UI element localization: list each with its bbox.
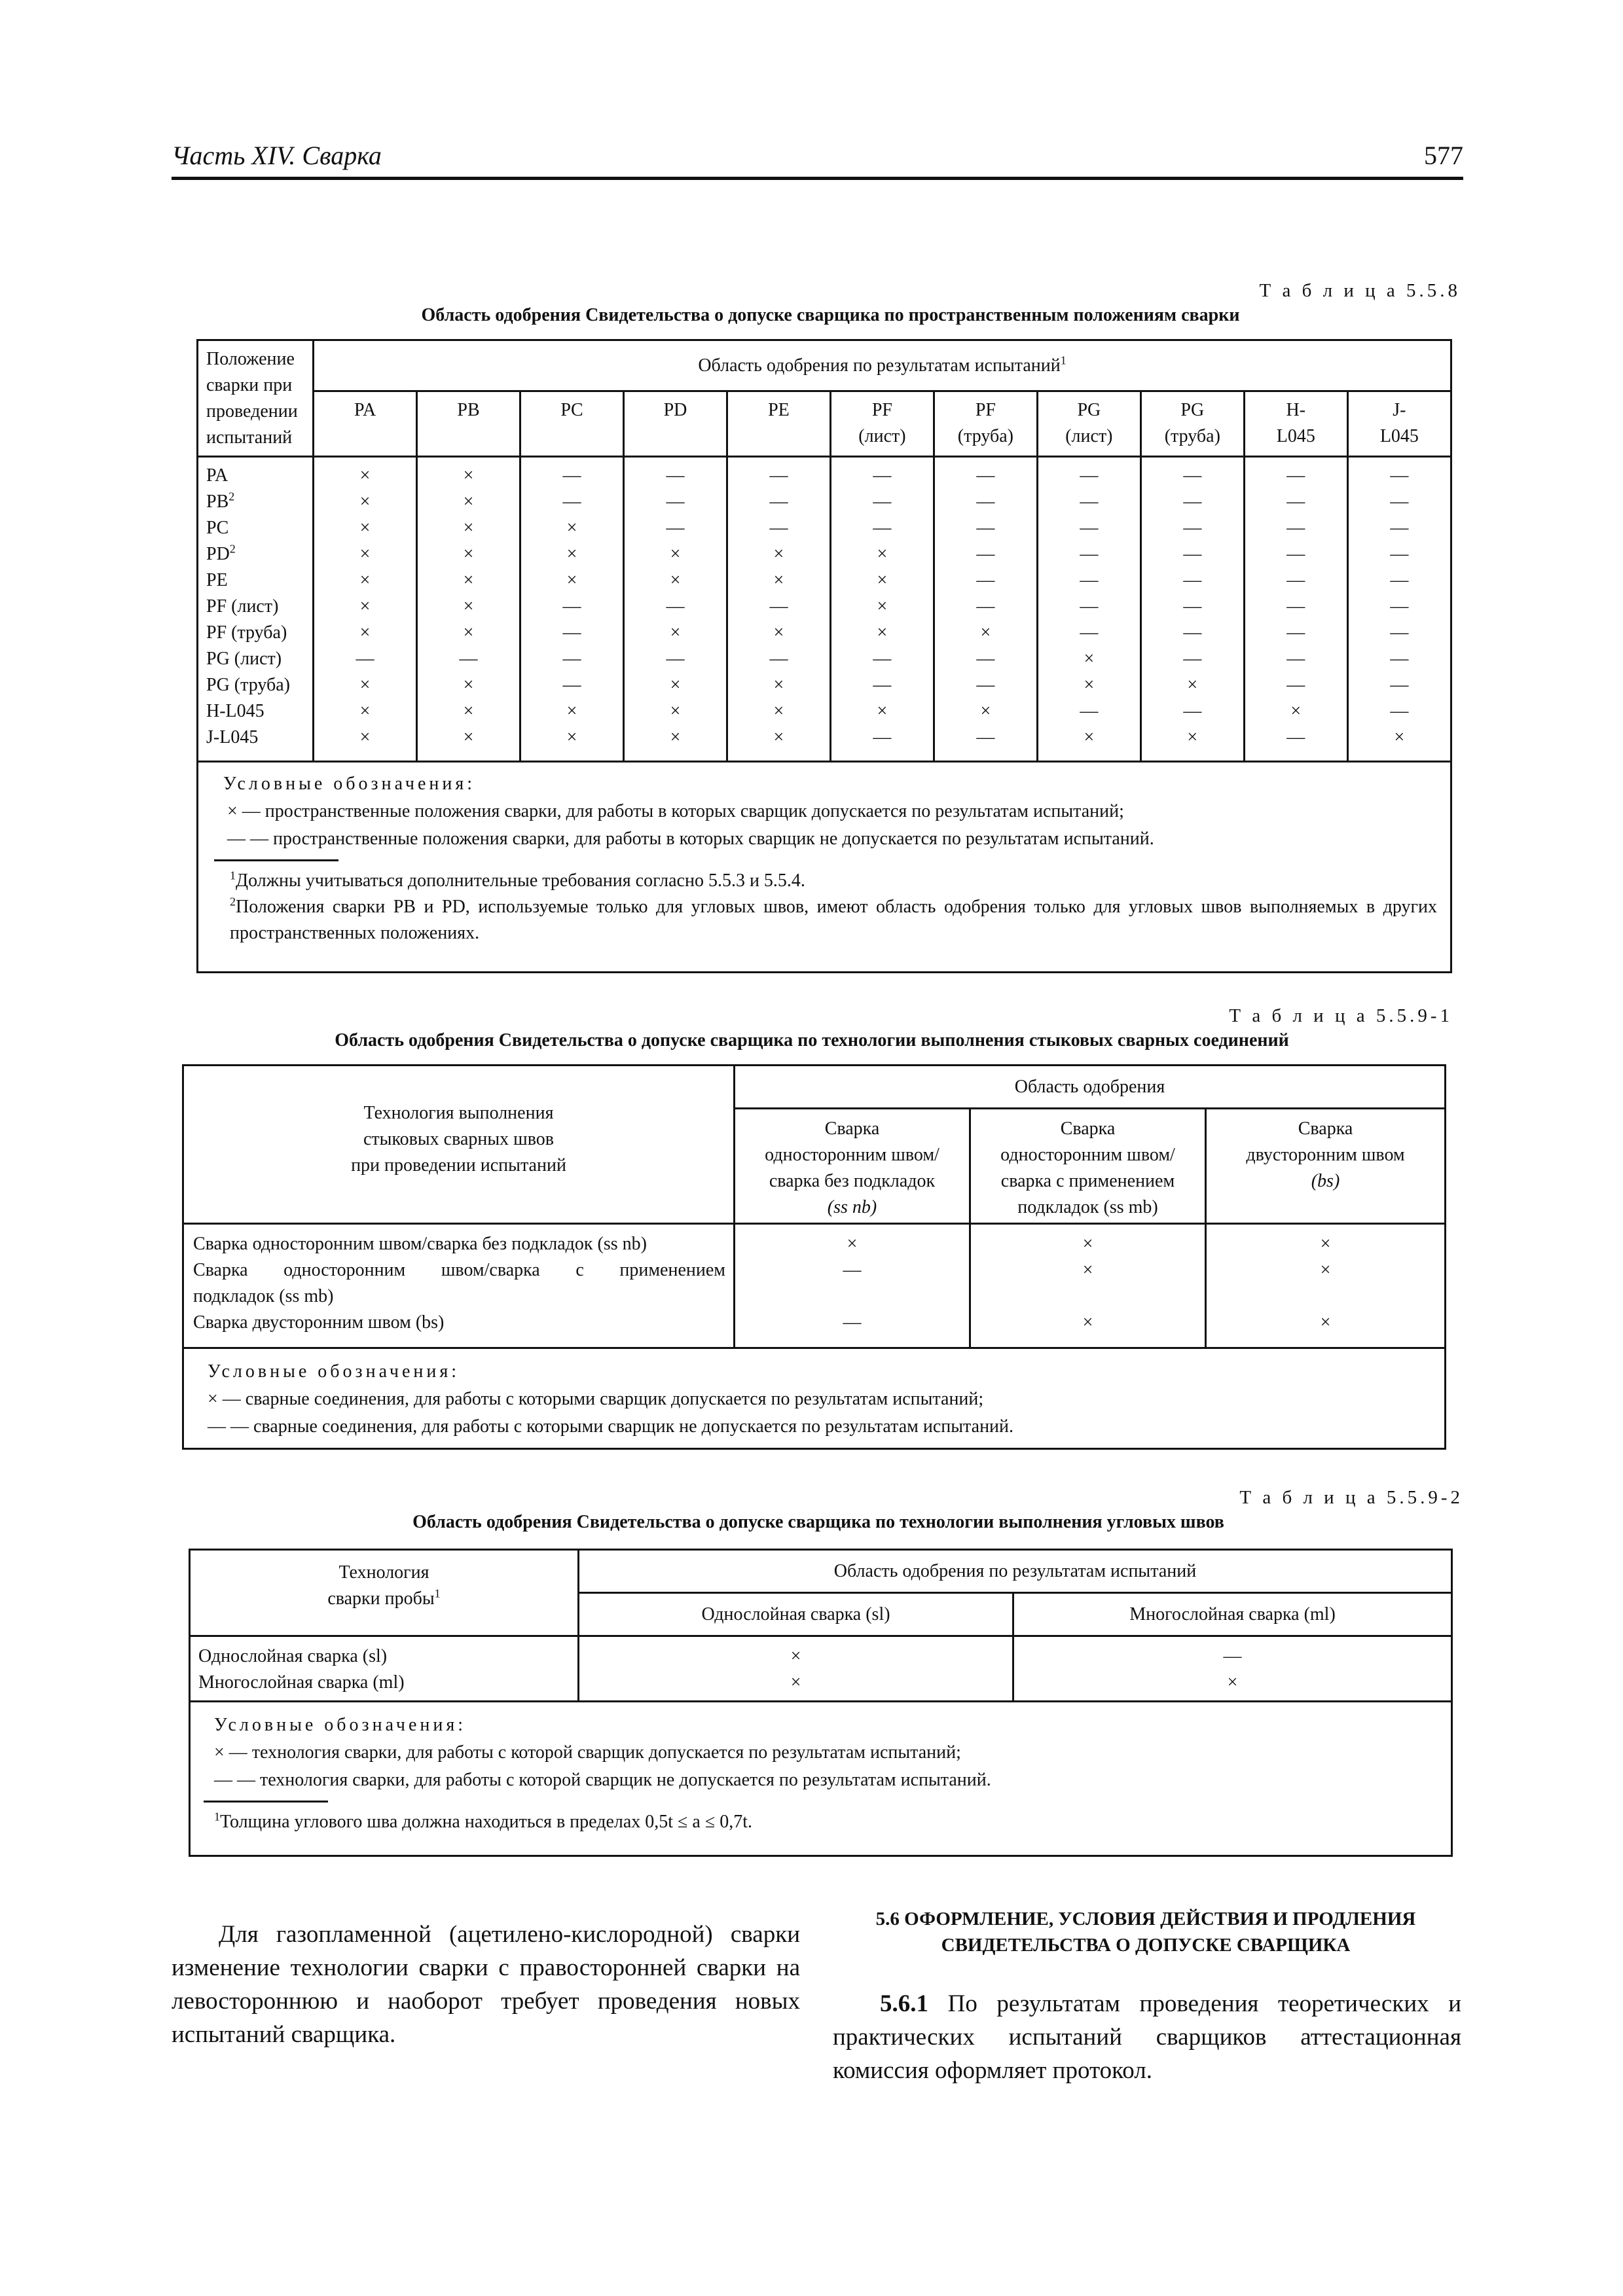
table1-cell: — bbox=[976, 465, 995, 486]
table1-cell: — bbox=[976, 675, 995, 695]
table2-row-label: Сварка двусторонним швом (bs) bbox=[193, 1312, 445, 1333]
table1-col-header-pa: PA bbox=[314, 391, 417, 457]
table1-cell: — bbox=[1183, 649, 1202, 669]
table3-row-labels bbox=[190, 1636, 579, 1702]
table1-cell: — bbox=[1286, 518, 1305, 538]
table1-cell: — bbox=[1080, 518, 1099, 538]
table2-legend-line: × — сварные соединения, для работы с которыми сварщик допускается по результатам испытаний; bbox=[208, 1389, 984, 1409]
table1-cell: — bbox=[1286, 465, 1305, 486]
table1-cell: × bbox=[670, 675, 681, 695]
table1-column-h-l045 bbox=[1244, 457, 1347, 762]
table1-legend-line: × — пространственные положения сварки, для работы в которых сварщик допускается по результатам испытаний; bbox=[227, 801, 1124, 821]
table1-cell: — bbox=[1183, 596, 1202, 617]
table1-row-label: PF (лист) bbox=[206, 596, 279, 617]
table1-footnote-2: $^2$Положения сварки PB и PD, используемые только для угловых швов, имеют область одобрения только для угловых швов выполняемых в других пространственных положениях. bbox=[230, 895, 1437, 943]
table1-cell: × bbox=[566, 570, 577, 590]
table1-cell: — bbox=[1390, 570, 1409, 590]
table1-cell: × bbox=[359, 465, 371, 486]
table3-span-header: Область одобрения по результатам испытаний bbox=[579, 1550, 1452, 1593]
table1-column-j-l045 bbox=[1347, 457, 1451, 762]
table1-row-label: H-L045 bbox=[206, 701, 264, 721]
table1-span-header: Область одобрения по результатам испытаний$^1$ bbox=[314, 340, 1451, 391]
footnote-separator bbox=[214, 859, 338, 861]
table1-cell: × bbox=[670, 544, 681, 564]
table1-row-labels bbox=[198, 457, 314, 762]
table2-row-labels bbox=[183, 1224, 735, 1348]
table3 bbox=[189, 1549, 1453, 1857]
table1-cell: × bbox=[1084, 727, 1095, 747]
table1-cell: × bbox=[670, 727, 681, 747]
table1-cell: — bbox=[1080, 596, 1099, 617]
table3-footnote: $^1$Толщина углового шва должна находиться в пределах 0,5t ≤ a ≤ 0,7t. bbox=[214, 1810, 752, 1832]
table1-col-header-pf-sheet: PF (лист) bbox=[830, 391, 934, 457]
table1-cell: — bbox=[562, 649, 581, 669]
table1-cell: × bbox=[670, 622, 681, 643]
table1-cell: — bbox=[1080, 544, 1099, 564]
table1-row-label: PG (лист) bbox=[206, 649, 282, 669]
table2-legend bbox=[183, 1348, 1446, 1449]
table1-column-pe bbox=[727, 457, 830, 762]
table1-cell: — bbox=[769, 492, 788, 512]
table2-col-header-ss-nb: Сварка односторонним швом/ сварка без подкладок (ss nb) bbox=[735, 1109, 970, 1224]
table1-title: Область одобрения Свидетельства о допуске сварщика по пространственным положениям сварки bbox=[421, 305, 1240, 325]
table1-cell: — bbox=[1390, 465, 1409, 486]
table1-cell: — bbox=[1286, 649, 1305, 669]
table1-cell: × bbox=[773, 675, 784, 695]
table1-cell: — bbox=[562, 596, 581, 617]
table2-legend-line: — — сварные соединения, для работы с которыми сварщик не допускается по результатам испытаний. bbox=[208, 1416, 1014, 1437]
table2 bbox=[182, 1064, 1446, 1450]
table1-cell: × bbox=[566, 518, 577, 538]
table1-cell: — bbox=[1080, 492, 1099, 512]
table1-cell: × bbox=[877, 544, 888, 564]
table1-cell: — bbox=[873, 649, 892, 669]
table2-span-header: Область одобрения bbox=[735, 1066, 1446, 1109]
table2-column-bs: × × × bbox=[1206, 1224, 1446, 1348]
table1-col-header-pd: PD bbox=[624, 391, 727, 457]
table1-cell: — bbox=[1390, 622, 1409, 643]
table3-legend-heading: Условные обозначения: bbox=[214, 1715, 467, 1735]
table1-cell: × bbox=[463, 544, 474, 564]
table1-cell: × bbox=[1084, 675, 1095, 695]
table1-cell: — bbox=[562, 675, 581, 695]
table1-column-pf-pipe bbox=[934, 457, 1037, 762]
table3-legend-line: × — технология сварки, для работы с которой сварщик допускается по результатам испытаний; bbox=[214, 1742, 961, 1763]
table1-cell: × bbox=[773, 544, 784, 564]
table1-cell: — bbox=[1080, 570, 1099, 590]
header-rule bbox=[172, 177, 1463, 180]
table1-cell: — bbox=[666, 596, 685, 617]
table1-cell: — bbox=[769, 649, 788, 669]
table2-col-header-ss-mb: Сварка односторонним швом/ сварка с применением подкладок (ss mb) bbox=[970, 1109, 1206, 1224]
table1-cell: × bbox=[359, 570, 371, 590]
table1-column-pg-sheet bbox=[1037, 457, 1140, 762]
table2-row-label: Сварка односторонним швом/сварка без подкладок (ss nb) bbox=[193, 1234, 647, 1254]
table1-cell: — bbox=[976, 727, 995, 747]
table1-cell: × bbox=[359, 727, 371, 747]
table1-cell: × bbox=[773, 701, 784, 721]
table1-row-label: $PD^2$ bbox=[206, 542, 236, 564]
table1-cell: × bbox=[1290, 701, 1302, 721]
table2-row-label: Сварка односторонним швом/сварка с применением bbox=[193, 1260, 725, 1280]
table1-cell: — bbox=[1390, 596, 1409, 617]
table1-row-label: PC bbox=[206, 518, 229, 538]
table1-cell: × bbox=[773, 727, 784, 747]
table1-row-label: PA bbox=[206, 465, 228, 486]
table1-cell: × bbox=[670, 701, 681, 721]
table1-cell: × bbox=[463, 518, 474, 538]
table1-cell: — bbox=[873, 727, 892, 747]
table1-col-header-pc: PC bbox=[520, 391, 624, 457]
table1-footnote-1: $^1$Должны учитываться дополнительные требования согласно 5.5.3 и 5.5.4. bbox=[230, 869, 805, 891]
table1-cell: × bbox=[359, 701, 371, 721]
table1-cell: — bbox=[1183, 518, 1202, 538]
table1-cell: × bbox=[1084, 649, 1095, 669]
table1-cell: — bbox=[873, 492, 892, 512]
table1-column-pf-sheet bbox=[830, 457, 934, 762]
table1-legend bbox=[198, 762, 1451, 973]
table3-column-ml: — × bbox=[1013, 1636, 1452, 1702]
table3-row-label: Однослойная сварка (sl) bbox=[198, 1646, 388, 1666]
clause-5-6-1 bbox=[833, 1987, 1461, 2087]
table1-row-label: PG (труба) bbox=[206, 675, 290, 695]
table3-col-header-ml: Многослойная сварка (ml) bbox=[1013, 1593, 1452, 1636]
table1-cell: — bbox=[769, 465, 788, 486]
table3-label: Т а б л и ц а 5.5.9-2 bbox=[1239, 1487, 1463, 1508]
paragraph-gas-welding: Для газопламенной (ацетилено-кислородной) сварки изменение технологии сварки с правосторонней сварки на левостороннюю и наоборот требует проведения новых испытаний сварщика. bbox=[172, 1921, 800, 2048]
table1-cell: — bbox=[1286, 675, 1305, 695]
table1-cell: — bbox=[666, 649, 685, 669]
table2-col-header-bs: Сварка двусторонним швом (bs) bbox=[1206, 1109, 1446, 1224]
table1-cell: — bbox=[1080, 465, 1099, 486]
table1-legend-line: — — пространственные положения сварки, для работы в которых сварщик не допускается по результатам испытаний. bbox=[227, 829, 1154, 849]
table1-cell: × bbox=[463, 675, 474, 695]
table1-cell: × bbox=[1394, 727, 1405, 747]
table1-col-header-pe: PE bbox=[727, 391, 830, 457]
table1-col-header-pg-pipe: PG (труба) bbox=[1140, 391, 1244, 457]
table1-col-header-h-l045: H- L045 bbox=[1244, 391, 1347, 457]
table1-cell: × bbox=[463, 622, 474, 643]
table1-cell: — bbox=[1390, 518, 1409, 538]
table1-row-label: $PB^2$ bbox=[206, 490, 235, 512]
table3-col-header-sl: Однослойная сварка (sl) bbox=[579, 1593, 1013, 1636]
table3-legend bbox=[190, 1702, 1452, 1856]
table1-cell: — bbox=[976, 518, 995, 538]
table3-row-label: Многослойная сварка (ml) bbox=[198, 1672, 405, 1693]
table1-cell: × bbox=[566, 544, 577, 564]
table1-cell: — bbox=[1286, 622, 1305, 643]
table1-cell: — bbox=[1183, 570, 1202, 590]
table1-cell: — bbox=[666, 492, 685, 512]
table1-column-pg-pipe bbox=[1140, 457, 1244, 762]
table1-cell: × bbox=[980, 622, 991, 643]
table1-cell: × bbox=[463, 727, 474, 747]
table1-cell: — bbox=[1080, 701, 1099, 721]
page-number: 577 bbox=[1424, 141, 1463, 170]
table1-cell: × bbox=[359, 544, 371, 564]
table1-cell: × bbox=[773, 570, 784, 590]
table1-column-pa bbox=[314, 457, 417, 762]
table1-cell: — bbox=[1390, 544, 1409, 564]
table1-cell: — bbox=[1183, 492, 1202, 512]
table1-cell: — bbox=[1183, 465, 1202, 486]
table1-cell: — bbox=[769, 518, 788, 538]
table2-corner-header: Технология выполнения стыковых сварных швов при проведении испытаний bbox=[183, 1066, 735, 1224]
table1-col-header-pb: PB bbox=[417, 391, 520, 457]
table1-cell: — bbox=[976, 596, 995, 617]
table1-cell: — bbox=[356, 649, 374, 669]
table1-cell: — bbox=[1390, 492, 1409, 512]
table1-cell: — bbox=[562, 492, 581, 512]
table1-cell: — bbox=[1286, 544, 1305, 564]
table1-cell: — bbox=[1080, 622, 1099, 643]
table1-cell: × bbox=[463, 701, 474, 721]
table2-label: Т а б л и ц а 5.5.9-1 bbox=[1229, 1005, 1453, 1026]
table1-cell: — bbox=[976, 492, 995, 512]
table1-cell: — bbox=[666, 518, 685, 538]
table3-title: Область одобрения Свидетельства о допуске сварщика по технологии выполнения угловых швов bbox=[412, 1512, 1224, 1532]
table1-cell: — bbox=[459, 649, 478, 669]
table1-cell: × bbox=[980, 701, 991, 721]
table1-cell: × bbox=[463, 596, 474, 617]
table1-cell: — bbox=[873, 675, 892, 695]
table1 bbox=[196, 339, 1452, 973]
table1-cell: — bbox=[1390, 649, 1409, 669]
table3-corner-header: Технология сварки пробы$^1$ bbox=[190, 1550, 579, 1636]
clause-number: 5.6.1 bbox=[880, 1990, 928, 2017]
table1-cell: — bbox=[769, 596, 788, 617]
table1-cell: — bbox=[1183, 622, 1202, 643]
table1-cell: — bbox=[976, 570, 995, 590]
table2-column-ss-mb: × × × bbox=[970, 1224, 1206, 1348]
table1-cell: — bbox=[976, 649, 995, 669]
clause-text: По результатам проведения теоретических и практических испытаний сварщиков аттестационная комиссия оформляет протокол. bbox=[833, 1990, 1462, 2084]
table1-cell: — bbox=[1390, 701, 1409, 721]
table1-column-pd bbox=[624, 457, 727, 762]
running-header-title: Часть XIV. Сварка bbox=[172, 141, 382, 170]
table3-legend-line: — — технология сварки, для работы с которой сварщик не допускается по результатам испытаний. bbox=[214, 1770, 991, 1790]
table1-cell: × bbox=[877, 701, 888, 721]
table1-cell: × bbox=[566, 727, 577, 747]
table1-cell: — bbox=[1390, 675, 1409, 695]
table1-cell: × bbox=[877, 570, 888, 590]
table1-cell: × bbox=[359, 492, 371, 512]
section-title: 5.6 ОФОРМЛЕНИЕ, УСЛОВИЯ ДЕЙСТВИЯ И ПРОДЛЕНИЯ СВИДЕТЕЛЬСТВА О ДОПУСКЕ СВАРЩИКА bbox=[875, 1909, 1416, 1956]
table1-row-label: PE bbox=[206, 570, 228, 590]
table1-cell: — bbox=[666, 465, 685, 486]
table1-cell: × bbox=[566, 701, 577, 721]
table1-cell: × bbox=[463, 570, 474, 590]
footnote-separator bbox=[204, 1801, 328, 1803]
table1-cell: — bbox=[562, 465, 581, 486]
table1-col-header-pg-sheet: PG (лист) bbox=[1037, 391, 1140, 457]
table1-cell: × bbox=[463, 465, 474, 486]
table1-cell: — bbox=[1286, 492, 1305, 512]
table1-column-pc bbox=[520, 457, 624, 762]
table2-title: Область одобрения Свидетельства о допуске сварщика по технологии выполнения стыковых сварных соединений bbox=[335, 1030, 1289, 1050]
table2-column-ss-nb: × — — bbox=[735, 1224, 970, 1348]
table1-cell: × bbox=[463, 492, 474, 512]
table1-cell: × bbox=[359, 675, 371, 695]
table1-cell: — bbox=[1286, 727, 1305, 747]
table1-cell: × bbox=[359, 622, 371, 643]
table1-cell: — bbox=[873, 465, 892, 486]
table1-cell: — bbox=[1286, 570, 1305, 590]
table1-cell: × bbox=[359, 518, 371, 538]
table1-col-header-pf-pipe: PF (труба) bbox=[934, 391, 1037, 457]
table2-legend-heading: Условные обозначения: bbox=[208, 1361, 460, 1382]
table3-column-sl: × × bbox=[579, 1636, 1013, 1702]
table2-row-label-cont: подкладок (ss mb) bbox=[193, 1286, 334, 1306]
table1-legend-heading: Условные обозначения: bbox=[223, 774, 476, 794]
table1-cell: × bbox=[877, 596, 888, 617]
table1-cell: × bbox=[877, 622, 888, 643]
table1-cell: — bbox=[1286, 596, 1305, 617]
table1-label: Т а б л и ц а 5.5.8 bbox=[1259, 280, 1461, 301]
table1-cell: × bbox=[1187, 675, 1198, 695]
table1-cell: × bbox=[670, 570, 681, 590]
table1-cell: × bbox=[773, 622, 784, 643]
table1-cell: × bbox=[1187, 727, 1198, 747]
table1-cell: × bbox=[359, 596, 371, 617]
table1-cell: — bbox=[976, 544, 995, 564]
table1-cell: — bbox=[1183, 701, 1202, 721]
table1-cell: — bbox=[562, 622, 581, 643]
table1-cell: — bbox=[1183, 544, 1202, 564]
table1-cell: — bbox=[873, 518, 892, 538]
table1-corner-header: Положение сварки при проведении испытаний bbox=[198, 340, 314, 457]
table1-col-header-j-l045: J- L045 bbox=[1347, 391, 1451, 457]
table1-row-label: PF (труба) bbox=[206, 622, 287, 643]
table1-row-label: J-L045 bbox=[206, 727, 259, 747]
table1-column-pb bbox=[417, 457, 520, 762]
